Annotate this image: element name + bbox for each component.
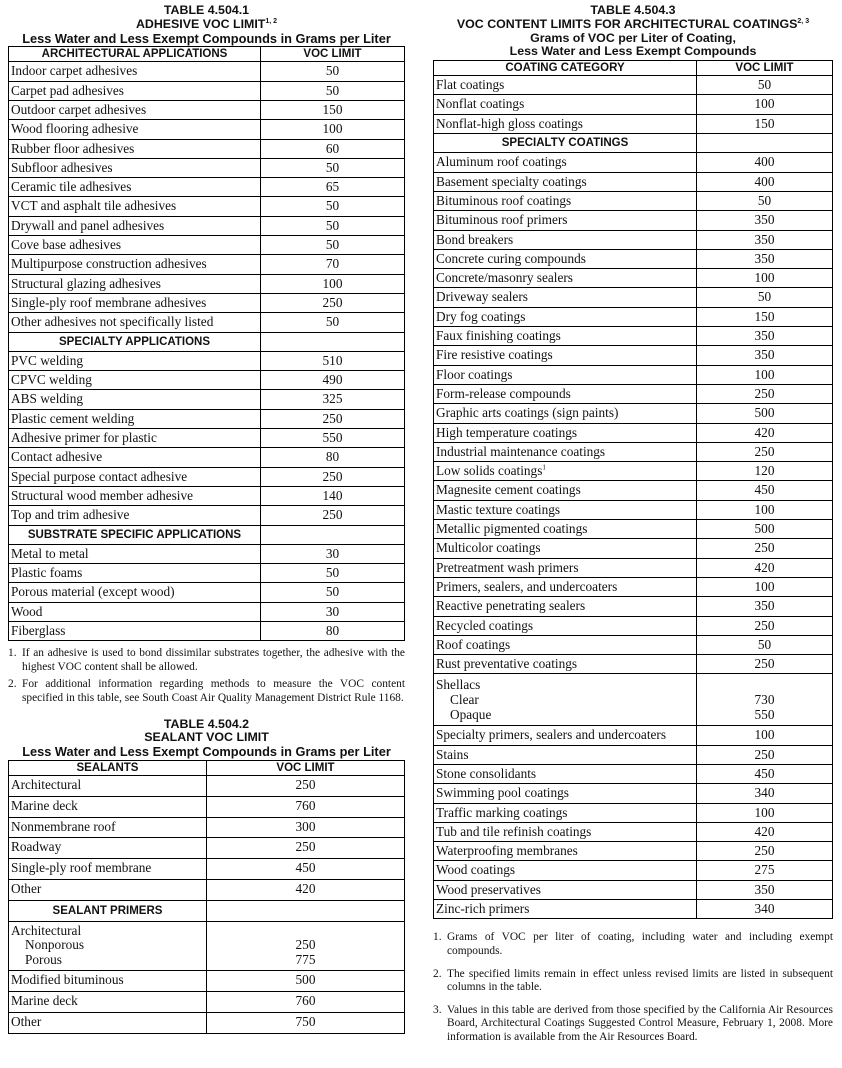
voc-value: 250 — [697, 842, 833, 861]
voc-value: 50 — [261, 62, 405, 81]
category-cell: Faux finishing coatings — [434, 327, 697, 346]
table-row — [9, 139, 405, 158]
footnote-ref: 2, 3 — [797, 17, 810, 25]
table-number: TABLE 4.504.3 — [590, 3, 676, 17]
table-row — [434, 404, 833, 423]
table-row — [434, 842, 833, 861]
category-cell: Aluminum roof coatings — [434, 153, 697, 172]
subcategory-label: Porous — [25, 951, 62, 967]
table-row — [9, 158, 405, 177]
table-row — [434, 577, 833, 596]
category-cell: Primers, sealers, and undercoaters — [434, 577, 697, 596]
column-header: COATING CATEGORY — [434, 61, 697, 76]
voc-value: 350 — [697, 597, 833, 616]
voc-value: 420 — [207, 880, 405, 901]
table-row — [434, 745, 833, 764]
table-row — [9, 583, 405, 602]
table-row — [434, 880, 833, 899]
category-cell: Other adhesives not specifically listed — [9, 313, 261, 332]
category-cell: Dry fog coatings — [434, 307, 697, 326]
table-header-row — [9, 761, 405, 776]
category-cell: Basement specialty coatings — [434, 172, 697, 191]
table-row — [9, 622, 405, 641]
voc-value: 50 — [261, 216, 405, 235]
table-row — [9, 178, 405, 197]
category-cell: Porous material (except wood) — [9, 583, 261, 602]
voc-value: 250 — [261, 409, 405, 428]
table-row — [434, 500, 833, 519]
voc-value: 250 — [295, 937, 316, 953]
category-cell: Mastic texture coatings — [434, 500, 697, 519]
category-cell: Specialty primers, sealers and undercoaters — [434, 726, 697, 745]
voc-value: 50 — [697, 191, 833, 210]
category-cell: Indoor carpet adhesives — [9, 62, 261, 81]
table-row — [9, 992, 405, 1013]
voc-value: 100 — [261, 120, 405, 139]
voc-value: 50 — [261, 81, 405, 100]
voc-value: 65 — [261, 178, 405, 197]
table-header-row — [9, 47, 405, 62]
voc-value: 120 — [697, 462, 833, 481]
category-cell: Plastic foams — [9, 564, 261, 583]
table-row — [434, 249, 833, 268]
voc-value: 50 — [697, 288, 833, 307]
voc-value: 60 — [261, 139, 405, 158]
table-row — [434, 597, 833, 616]
table-row — [434, 635, 833, 654]
category-cell: Marine deck — [9, 992, 207, 1013]
voc-value: 100 — [697, 500, 833, 519]
voc-value: 450 — [697, 764, 833, 783]
table-row — [434, 822, 833, 841]
voc-value: 550 — [754, 707, 775, 723]
table-4-504-1-caption — [8, 4, 405, 45]
table-row — [434, 327, 833, 346]
table-4-504-1-footnotes — [8, 647, 405, 705]
table-row — [9, 216, 405, 235]
table-row — [9, 776, 405, 797]
table-row — [434, 784, 833, 803]
voc-value: 250 — [697, 655, 833, 674]
category-cell: Marine deck — [9, 796, 207, 817]
category-cell: Wood flooring adhesive — [9, 120, 261, 139]
voc-value: 250 — [697, 539, 833, 558]
voc-value: 400 — [697, 153, 833, 172]
table-row — [9, 1012, 405, 1033]
category-cell: Low solids coatings$^1$ — [434, 462, 697, 481]
table-row — [434, 481, 833, 500]
category-cell: Other — [9, 880, 207, 901]
voc-value: 340 — [697, 784, 833, 803]
voc-value: 760 — [207, 992, 405, 1013]
category-cell: Waterproofing membranes — [434, 842, 697, 861]
voc-value: 100 — [697, 803, 833, 822]
voc-value: 350 — [697, 880, 833, 899]
table-row — [9, 390, 405, 409]
category-cell: Carpet pad adhesives — [9, 81, 261, 100]
table-row — [434, 230, 833, 249]
category-cell: Architectural — [9, 776, 207, 797]
category-cell: Contact adhesive — [9, 448, 261, 467]
table-title: SEALANT VOC LIMIT — [144, 730, 269, 745]
table-row — [434, 191, 833, 210]
voc-value-group — [207, 921, 405, 971]
table-subtitle: Less Water and Less Exempt Compounds in Grams per Liter — [22, 744, 391, 760]
category-cell: Flat coatings — [434, 76, 697, 95]
voc-value: 490 — [261, 371, 405, 390]
category-cell: Fire resistive coatings — [434, 346, 697, 365]
table-row — [434, 288, 833, 307]
category-cell: Top and trim adhesive — [9, 506, 261, 525]
category-cell: Subfloor adhesives — [9, 158, 261, 177]
table-row — [9, 544, 405, 563]
voc-value: 350 — [697, 230, 833, 249]
footnote: 2. The specified limits remain in effect unless revised limits are listed in subsequent columns in the table. — [433, 967, 833, 994]
table-row — [9, 255, 405, 274]
table-4-504-3-footnotes — [433, 931, 833, 1044]
table-row — [434, 803, 833, 822]
table-row — [434, 900, 833, 919]
category-cell: Concrete curing compounds — [434, 249, 697, 268]
voc-value: 100 — [697, 269, 833, 288]
voc-value: 100 — [261, 274, 405, 293]
category-cell: Bond breakers — [434, 230, 697, 249]
footnote: 2. For additional information regarding methods to measure the VOC content specified in this table, see South Coast Air Quality Management District Rule 1168. — [8, 678, 405, 705]
left-column — [8, 0, 405, 1034]
category-cell: Plastic cement welding — [9, 409, 261, 428]
category-cell: Tub and tile refinish coatings — [434, 822, 697, 841]
voc-value: 50 — [261, 313, 405, 332]
category-cell: Single-ply roof membrane — [9, 859, 207, 880]
category-cell: Ceramic tile adhesives — [9, 178, 261, 197]
category-cell: Modified bituminous — [9, 971, 207, 992]
section-heading: SEALANT PRIMERS — [9, 900, 207, 921]
voc-value: 50 — [697, 635, 833, 654]
voc-value: 350 — [697, 249, 833, 268]
table-row — [9, 506, 405, 525]
category-cell: Graphic arts coatings (sign paints) — [434, 404, 697, 423]
voc-value: 420 — [697, 423, 833, 442]
category-cell: Adhesive primer for plastic — [9, 429, 261, 448]
section-header-row — [9, 900, 405, 921]
category-cell: Nonmembrane roof — [9, 817, 207, 838]
voc-value: 250 — [261, 467, 405, 486]
category-cell: Industrial maintenance coatings — [434, 442, 697, 461]
column-header: VOC LIMIT — [697, 61, 833, 76]
voc-value: 80 — [261, 622, 405, 641]
category-cell: Metal to metal — [9, 544, 261, 563]
table-row — [9, 409, 405, 428]
subcategory-label: Nonporous — [25, 937, 85, 953]
voc-value: 50 — [697, 76, 833, 95]
footnote: 1. Grams of VOC per liter of coating, including water and including exempt compounds. — [433, 931, 833, 957]
category-cell: ABS welding — [9, 390, 261, 409]
footnote-ref: 1, 2 — [265, 17, 278, 25]
voc-value: 50 — [261, 564, 405, 583]
voc-value: 350 — [697, 211, 833, 230]
table-row — [434, 655, 833, 674]
table-number: TABLE 4.504.2 — [163, 716, 250, 731]
voc-value: 30 — [261, 602, 405, 621]
table-row — [9, 62, 405, 81]
table-subtitle: Grams of VOC per Liter of Coating, — [530, 30, 736, 45]
section-heading: SUBSTRATE SPECIFIC APPLICATIONS — [9, 525, 261, 544]
category-cell: Other — [9, 1012, 207, 1033]
table-row — [9, 448, 405, 467]
voc-value-group — [697, 674, 833, 726]
table-row — [434, 346, 833, 365]
section-header-row — [9, 332, 405, 351]
table-row — [9, 817, 405, 838]
voc-value: 400 — [697, 172, 833, 191]
table-row — [434, 558, 833, 577]
table-row — [9, 120, 405, 139]
table-row — [434, 307, 833, 326]
table-row — [9, 197, 405, 216]
category-cell: Structural glazing adhesives — [9, 274, 261, 293]
category-cell: Recycled coatings — [434, 616, 697, 635]
category-cell: PVC welding — [9, 351, 261, 370]
table-row — [9, 564, 405, 583]
adhesive-voc-table — [8, 46, 405, 641]
voc-value: 350 — [697, 327, 833, 346]
voc-value: 550 — [261, 429, 405, 448]
table-row — [9, 81, 405, 100]
voc-value: 325 — [261, 390, 405, 409]
table-row — [9, 371, 405, 390]
section-heading: SPECIALTY APPLICATIONS — [9, 332, 261, 351]
voc-value: 140 — [261, 486, 405, 505]
voc-value: 50 — [261, 583, 405, 602]
table-row — [9, 880, 405, 901]
voc-value: 100 — [697, 726, 833, 745]
table-row — [434, 442, 833, 461]
table-row — [434, 384, 833, 403]
group-label: Shellacs — [436, 677, 481, 693]
category-cell: Fiberglass — [9, 622, 261, 641]
architectural-coatings-voc-table — [433, 60, 833, 919]
category-cell: Rubber floor adhesives — [9, 139, 261, 158]
voc-value: 80 — [261, 448, 405, 467]
voc-value: 250 — [207, 776, 405, 797]
category-cell: Stone consolidants — [434, 764, 697, 783]
category-cell: VCT and asphalt tile adhesives — [9, 197, 261, 216]
table-row — [434, 726, 833, 745]
voc-value: 500 — [697, 520, 833, 539]
category-cell: Stains — [434, 745, 697, 764]
table-row — [9, 100, 405, 119]
column-header: ARCHITECTURAL APPLICATIONS — [9, 47, 261, 62]
voc-value: 420 — [697, 558, 833, 577]
table-4-504-2-caption — [8, 718, 405, 759]
category-cell: Multicolor coatings — [434, 539, 697, 558]
table-row — [9, 971, 405, 992]
table-row — [9, 313, 405, 332]
category-cell: Rust preventative coatings — [434, 655, 697, 674]
table-subtitle: Less Water and Less Exempt Compounds in Grams per Liter — [22, 30, 391, 46]
category-cell: Wood preservatives — [434, 880, 697, 899]
footnote: 3. Values in this table are derived from those specified by the California Air Resources Board, Architectural Coatings Suggested Control Measure, February 1, 2008. More information is available from the Air Resources Board. — [433, 1003, 833, 1043]
column-header: VOC LIMIT — [261, 47, 405, 62]
voc-value: 275 — [697, 861, 833, 880]
category-cell-group — [434, 674, 697, 726]
table-row — [434, 365, 833, 384]
voc-value: 250 — [697, 616, 833, 635]
category-cell: Swimming pool coatings — [434, 784, 697, 803]
subcategory-label: Opaque — [450, 707, 492, 723]
section-header-row — [9, 525, 405, 544]
voc-value: 150 — [261, 100, 405, 119]
table-title: ADHESIVE VOC LIMIT$^{1, 2}$ — [135, 16, 278, 31]
voc-value: 50 — [261, 197, 405, 216]
table-row-group — [434, 674, 833, 726]
section-header-row — [434, 134, 833, 153]
category-cell: Single-ply roof membrane adhesives — [9, 293, 261, 312]
category-cell: Wood coatings — [434, 861, 697, 880]
table-row — [434, 269, 833, 288]
table-row — [9, 236, 405, 255]
table-header-row — [434, 61, 833, 76]
table-row — [434, 114, 833, 133]
table-row — [434, 462, 833, 481]
category-cell: Wood — [9, 602, 261, 621]
category-cell: CPVC welding — [9, 371, 261, 390]
voc-value: 750 — [207, 1012, 405, 1033]
table-4-504-3-caption — [433, 4, 833, 59]
table-row — [9, 486, 405, 505]
category-cell: Metallic pigmented coatings — [434, 520, 697, 539]
category-cell: Traffic marking coatings — [434, 803, 697, 822]
group-label: Architectural — [11, 922, 82, 938]
voc-value: 450 — [697, 481, 833, 500]
table-row — [434, 520, 833, 539]
table-subtitle: Less Water and Less Exempt Compounds — [509, 44, 757, 59]
table-row — [434, 95, 833, 114]
table-row — [434, 423, 833, 442]
table-title: VOC CONTENT LIMITS FOR ARCHITECTURAL COATINGS$^{2, 3}$ — [456, 16, 810, 31]
column-header: SEALANTS — [9, 761, 207, 776]
category-cell: Special purpose contact adhesive — [9, 467, 261, 486]
voc-value: 250 — [697, 442, 833, 461]
table-row — [434, 861, 833, 880]
category-cell: Multipurpose construction adhesives — [9, 255, 261, 274]
category-cell: Floor coatings — [434, 365, 697, 384]
category-cell: Roof coatings — [434, 635, 697, 654]
table-row — [434, 76, 833, 95]
voc-value: 500 — [207, 971, 405, 992]
voc-value: 50 — [261, 236, 405, 255]
voc-value: 450 — [207, 859, 405, 880]
voc-value: 100 — [697, 577, 833, 596]
voc-value: 250 — [207, 838, 405, 859]
category-cell: Drywall and panel adhesives — [9, 216, 261, 235]
sealant-voc-table — [8, 760, 405, 1034]
table-row — [9, 429, 405, 448]
voc-value: 70 — [261, 255, 405, 274]
voc-value: 775 — [295, 951, 316, 967]
category-cell: Bituminous roof primers — [434, 211, 697, 230]
category-cell: Nonflat coatings — [434, 95, 697, 114]
table-row — [434, 153, 833, 172]
voc-value: 250 — [697, 384, 833, 403]
table-row — [9, 293, 405, 312]
voc-value: 150 — [697, 114, 833, 133]
voc-value: 30 — [261, 544, 405, 563]
voc-value: 730 — [754, 692, 775, 708]
table-row — [434, 211, 833, 230]
table-row — [9, 838, 405, 859]
column-header: VOC LIMIT — [207, 761, 405, 776]
category-cell: Nonflat-high gloss coatings — [434, 114, 697, 133]
category-cell: Roadway — [9, 838, 207, 859]
category-cell: Structural wood member adhesive — [9, 486, 261, 505]
category-cell: Bituminous roof coatings — [434, 191, 697, 210]
section-heading: SPECIALTY COATINGS — [434, 134, 697, 153]
category-cell: Form-release compounds — [434, 384, 697, 403]
table-row-group — [9, 921, 405, 971]
right-column — [433, 0, 833, 1049]
voc-value: 150 — [697, 307, 833, 326]
table-number: TABLE 4.504.1 — [163, 3, 250, 17]
category-cell: Driveway sealers — [434, 288, 697, 307]
category-cell: Reactive penetrating sealers — [434, 597, 697, 616]
table-row — [434, 172, 833, 191]
table-row — [9, 796, 405, 817]
footnote: 1. If an adhesive is used to bond dissimilar substrates together, the adhesive with the highest VOC content shall be allowed. — [8, 647, 405, 673]
category-cell: Concrete/masonry sealers — [434, 269, 697, 288]
subcategory-label: Clear — [450, 692, 479, 708]
category-cell-group — [9, 921, 207, 971]
voc-value: 100 — [697, 365, 833, 384]
table-row — [9, 602, 405, 621]
voc-value: 250 — [697, 745, 833, 764]
voc-value: 50 — [261, 158, 405, 177]
table-row — [434, 764, 833, 783]
voc-value: 760 — [207, 796, 405, 817]
voc-value: 100 — [697, 95, 833, 114]
table-row — [9, 467, 405, 486]
voc-value: 510 — [261, 351, 405, 370]
table-row — [9, 859, 405, 880]
category-cell: Pretreatment wash primers — [434, 558, 697, 577]
table-row — [9, 274, 405, 293]
category-cell: Outdoor carpet adhesives — [9, 100, 261, 119]
table-row — [434, 616, 833, 635]
category-cell: Cove base adhesives — [9, 236, 261, 255]
category-cell: Magnesite cement coatings — [434, 481, 697, 500]
table-row — [9, 351, 405, 370]
voc-value: 250 — [261, 293, 405, 312]
footnote-ref: 1 — [542, 463, 546, 472]
category-cell: High temperature coatings — [434, 423, 697, 442]
voc-value: 250 — [261, 506, 405, 525]
voc-value: 350 — [697, 346, 833, 365]
voc-value: 500 — [697, 404, 833, 423]
voc-value: 420 — [697, 822, 833, 841]
voc-value: 300 — [207, 817, 405, 838]
category-cell: Zinc-rich primers — [434, 900, 697, 919]
voc-value: 340 — [697, 900, 833, 919]
table-row — [434, 539, 833, 558]
